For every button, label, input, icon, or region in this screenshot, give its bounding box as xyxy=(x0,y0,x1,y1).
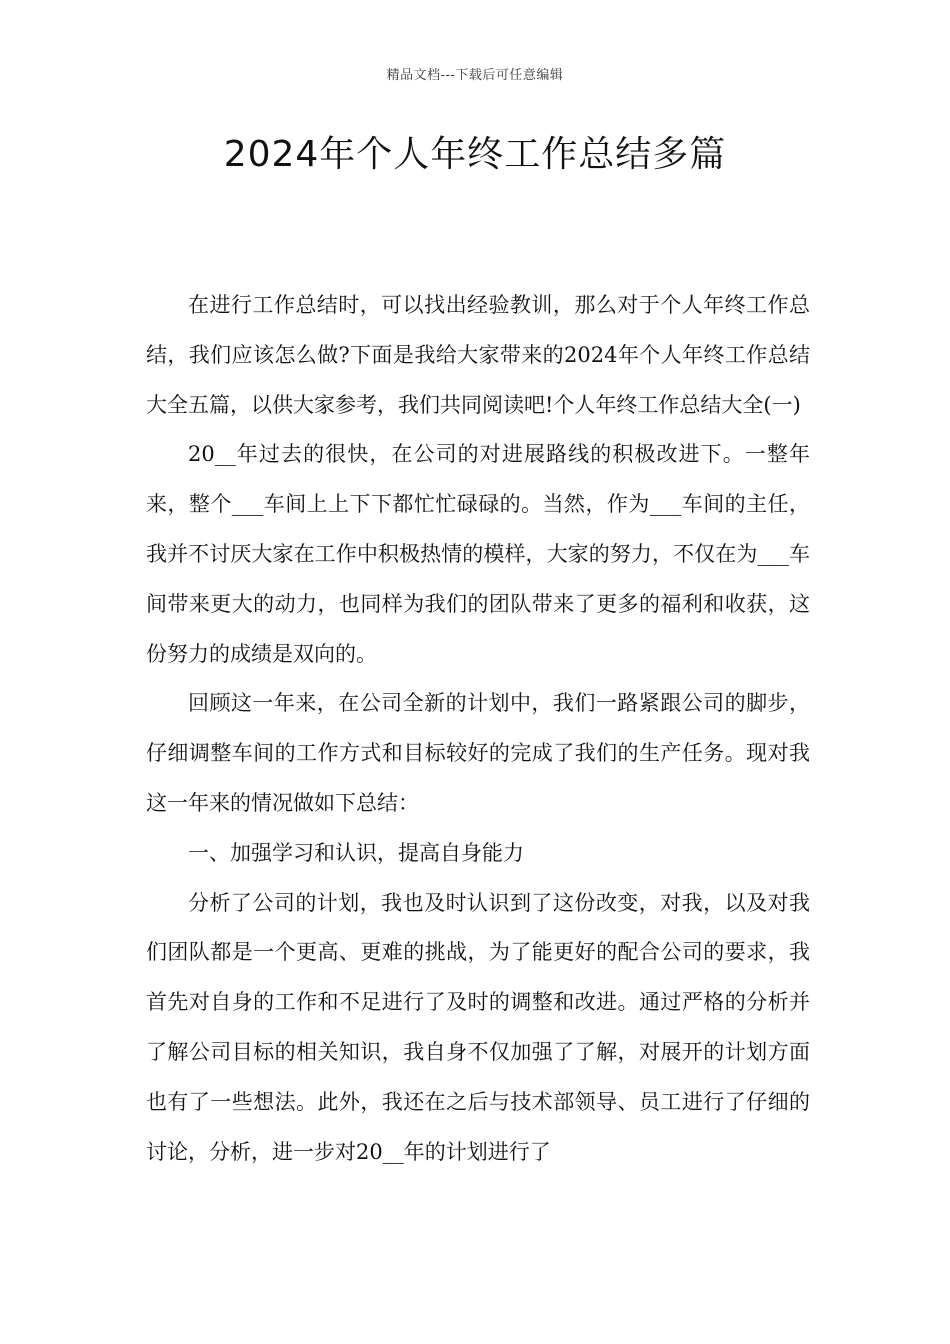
document-title: 2024年个人年终工作总结多篇 xyxy=(223,134,727,175)
paragraph-analysis: 分析了公司的计划，我也及时认识到了这份改变，对我，以及对我们团队都是一个更高、更难的挑战，为了能更好的配合公司的要求，我首先对自身的工作和不足进行了及时的调整和改进。通过严格的分析并了解公司目标的相关知识，我自身不仅加强了了解，对展开的计划方面也有了一些想法。此外，我还在之后与技术部领导、员工进行了仔细的讨论，分析，进一步对20__年的计划进行了 xyxy=(146,890,810,1164)
document-body xyxy=(146,281,810,1177)
paragraph-year-review: 20__年过去的很快，在公司的对进展路线的积极改进下。一整年来，整个___车间上上下下都忙忙碌碌的。当然，作为___车间的主任，我并不讨厌大家在工作中积极热情的模样，大家的努力，不仅在为___车间带来更大的动力，也同样为我们的团队带来了更多的福利和收获，这份努力的成绩是双向的。 xyxy=(146,442,810,666)
section-heading-1: 一、加强学习和认识，提高自身能力 xyxy=(188,840,524,865)
header-note: 精品文档---下载后可任意编辑 xyxy=(386,68,564,83)
paragraph-look-back: 回顾这一年来，在公司全新的计划中，我们一路紧跟公司的脚步，仔细调整车间的工作方式和目标较好的完成了我们的生产任务。现对我这一年来的情况做如下总结： xyxy=(146,691,810,815)
paragraph-intro: 在进行工作总结时，可以找出经验教训，那么对于个人年终工作总结，我们应该怎么做?下面是我给大家带来的2024年个人年终工作总结大全五篇，以供大家参考，我们共同阅读吧!个人年终工作总结大全(一) xyxy=(146,293,810,417)
